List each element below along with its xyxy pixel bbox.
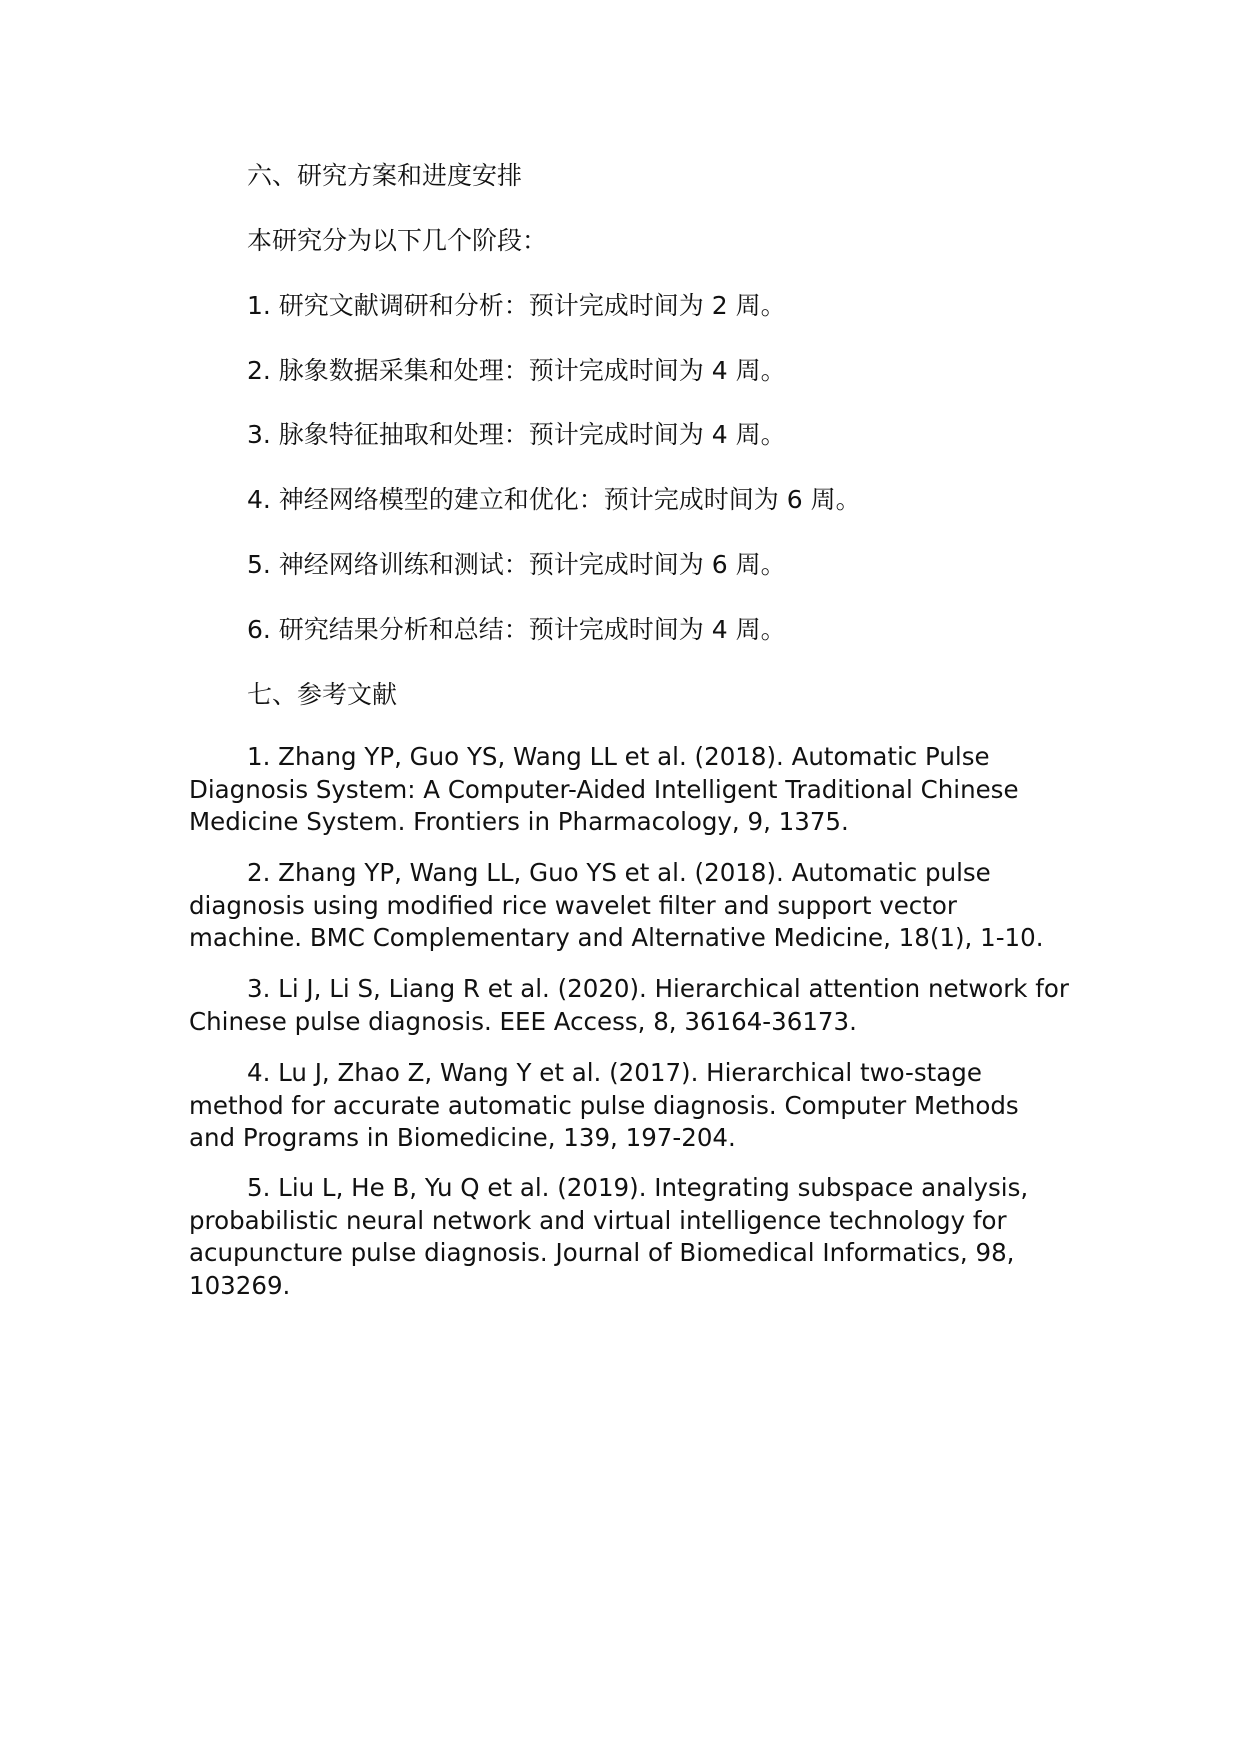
reference-text: 5. Liu L, He B, Yu Q et al. (2019). Integrating subspace analysis, probabilistic neural network and virtual intelligence technology for acupuncture pulse diagnosis. Journal of Biomedical Informatics, 98, 103269. — [189, 1173, 1029, 1300]
section-heading-references: 七、参考文献 — [247, 680, 398, 709]
reference-text: 1. Zhang YP, Guo YS, Wang LL et al. (2018). Automatic Pulse Diagnosis System: A Computer-Aided Intelligent Traditional Chinese Medicine System. Frontiers in Pharmacology, 9, 1375. — [189, 742, 1019, 836]
reference-item — [189, 1057, 1069, 1155]
stage-item: 3. 脉象特征抽取和处理：预计完成时间为 4 周。 — [247, 420, 786, 449]
section-heading-research-plan: 六、研究方案和进度安排 — [247, 161, 523, 190]
stage-item: 4. 神经网络模型的建立和优化：预计完成时间为 6 周。 — [247, 485, 861, 514]
reference-text: 4. Lu J, Zhao Z, Wang Y et al. (2017). Hierarchical two-stage method for accurate automatic pulse diagnosis. Computer Methods and Programs in Biomedicine, 139, 197-204. — [189, 1058, 1019, 1152]
reference-item — [189, 857, 1069, 955]
reference-item — [189, 741, 1069, 839]
reference-item — [189, 1172, 1069, 1302]
stage-item: 6. 研究结果分析和总结：预计完成时间为 4 周。 — [247, 615, 786, 644]
reference-text: 2. Zhang YP, Wang LL, Guo YS et al. (2018). Automatic pulse diagnosis using modified rice wavelet filter and support vector machine. BMC Complementary and Alternative Medicine, 18(1), 1-10. — [189, 858, 1044, 952]
reference-text: 3. Li J, Li S, Liang R et al. (2020). Hierarchical attention network for Chinese pulse diagnosis. EEE Access, 8, 36164-36173. — [189, 974, 1069, 1036]
stage-item: 5. 神经网络训练和测试：预计完成时间为 6 周。 — [247, 550, 786, 579]
stage-item: 1. 研究文献调研和分析：预计完成时间为 2 周。 — [247, 291, 786, 320]
reference-item — [189, 973, 1069, 1038]
stage-item: 2. 脉象数据采集和处理：预计完成时间为 4 周。 — [247, 356, 786, 385]
stages-intro: 本研究分为以下几个阶段： — [247, 226, 548, 255]
